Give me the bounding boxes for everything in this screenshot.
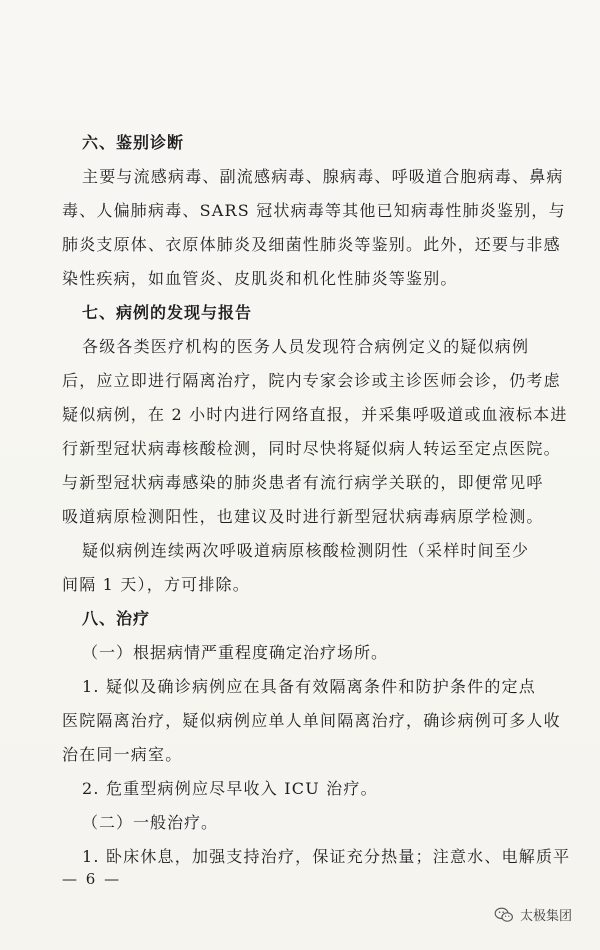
watermark-text: 太极集团	[519, 909, 572, 924]
text-line: 1. 卧床休息，加强支持治疗，保证充分热量；注意水、电解质平	[82, 847, 571, 866]
text-line: 肺炎支原体、衣原体肺炎及细菌性肺炎等鉴别。此外，还要与非感	[62, 235, 561, 254]
text-line: 染性疾病，如血管炎、皮肌炎和机化性肺炎等鉴别。	[62, 269, 458, 288]
document-body	[62, 126, 571, 874]
paragraph-treatment-item-1	[62, 670, 561, 772]
subsection-heading-1: （一）根据病情严重程度确定治疗场所。	[82, 643, 389, 662]
section-heading-8: 八、治疗	[82, 609, 151, 628]
watermark	[494, 905, 572, 924]
paragraph-general-treatment	[82, 840, 571, 874]
text-line: 间隔 1 天），方可排除。	[62, 575, 250, 594]
paragraph-differential-diagnosis	[62, 160, 566, 296]
paragraph-treatment-item-2	[82, 772, 560, 806]
text-line: 吸道病原检测阳性，也建议及时进行新型冠状病毒病原学检测。	[62, 507, 544, 526]
text-line: 1. 疑似及确诊病例应在具备有效隔离条件和防护条件的定点	[82, 677, 536, 696]
text-line: 2. 危重型病例应尽早收入 ICU 治疗。	[82, 779, 378, 798]
paragraph-case-reporting	[62, 330, 568, 534]
paragraph-case-exclusion	[62, 534, 560, 602]
text-line: 与新型冠状病毒感染的肺炎患者有流行病学关联的，即便常见呼	[62, 473, 544, 492]
subsection-heading-2: （二）一般治疗。	[82, 813, 219, 832]
text-line: 后，应立即进行隔离治疗，院内专家会诊或主诊医师会诊，仍考虑	[62, 371, 561, 390]
section-heading-7: 七、病例的发现与报告	[82, 303, 253, 322]
text-line: 治在同一病室。	[62, 745, 183, 764]
text-line: 行新型冠状病毒核酸检测，同时尽快将疑似病人转运至定点医院。	[62, 439, 561, 458]
text-line: 医院隔离治疗，疑似病例应单人单间隔离治疗，确诊病例可多人收	[62, 711, 561, 730]
page-number: — 6 —	[62, 870, 122, 888]
section-heading-6: 六、鉴别诊断	[82, 133, 185, 152]
text-line: 毒、人偏肺病毒、SARS 冠状病毒等其他已知病毒性肺炎鉴别，与	[62, 201, 566, 220]
text-line: 疑似病例，在 2 小时内进行网络直报，并采集呼吸道或血液标本进	[62, 405, 568, 424]
wechat-icon	[494, 907, 514, 923]
text-line: 各级各类医疗机构的医务人员发现符合病例定义的疑似病例	[82, 337, 530, 356]
text-line: 主要与流感病毒、副流感病毒、腺病毒、呼吸道合胞病毒、鼻病	[82, 167, 564, 186]
text-line: 疑似病例连续两次呼吸道病原核酸检测阴性（采样时间至少	[82, 541, 530, 560]
